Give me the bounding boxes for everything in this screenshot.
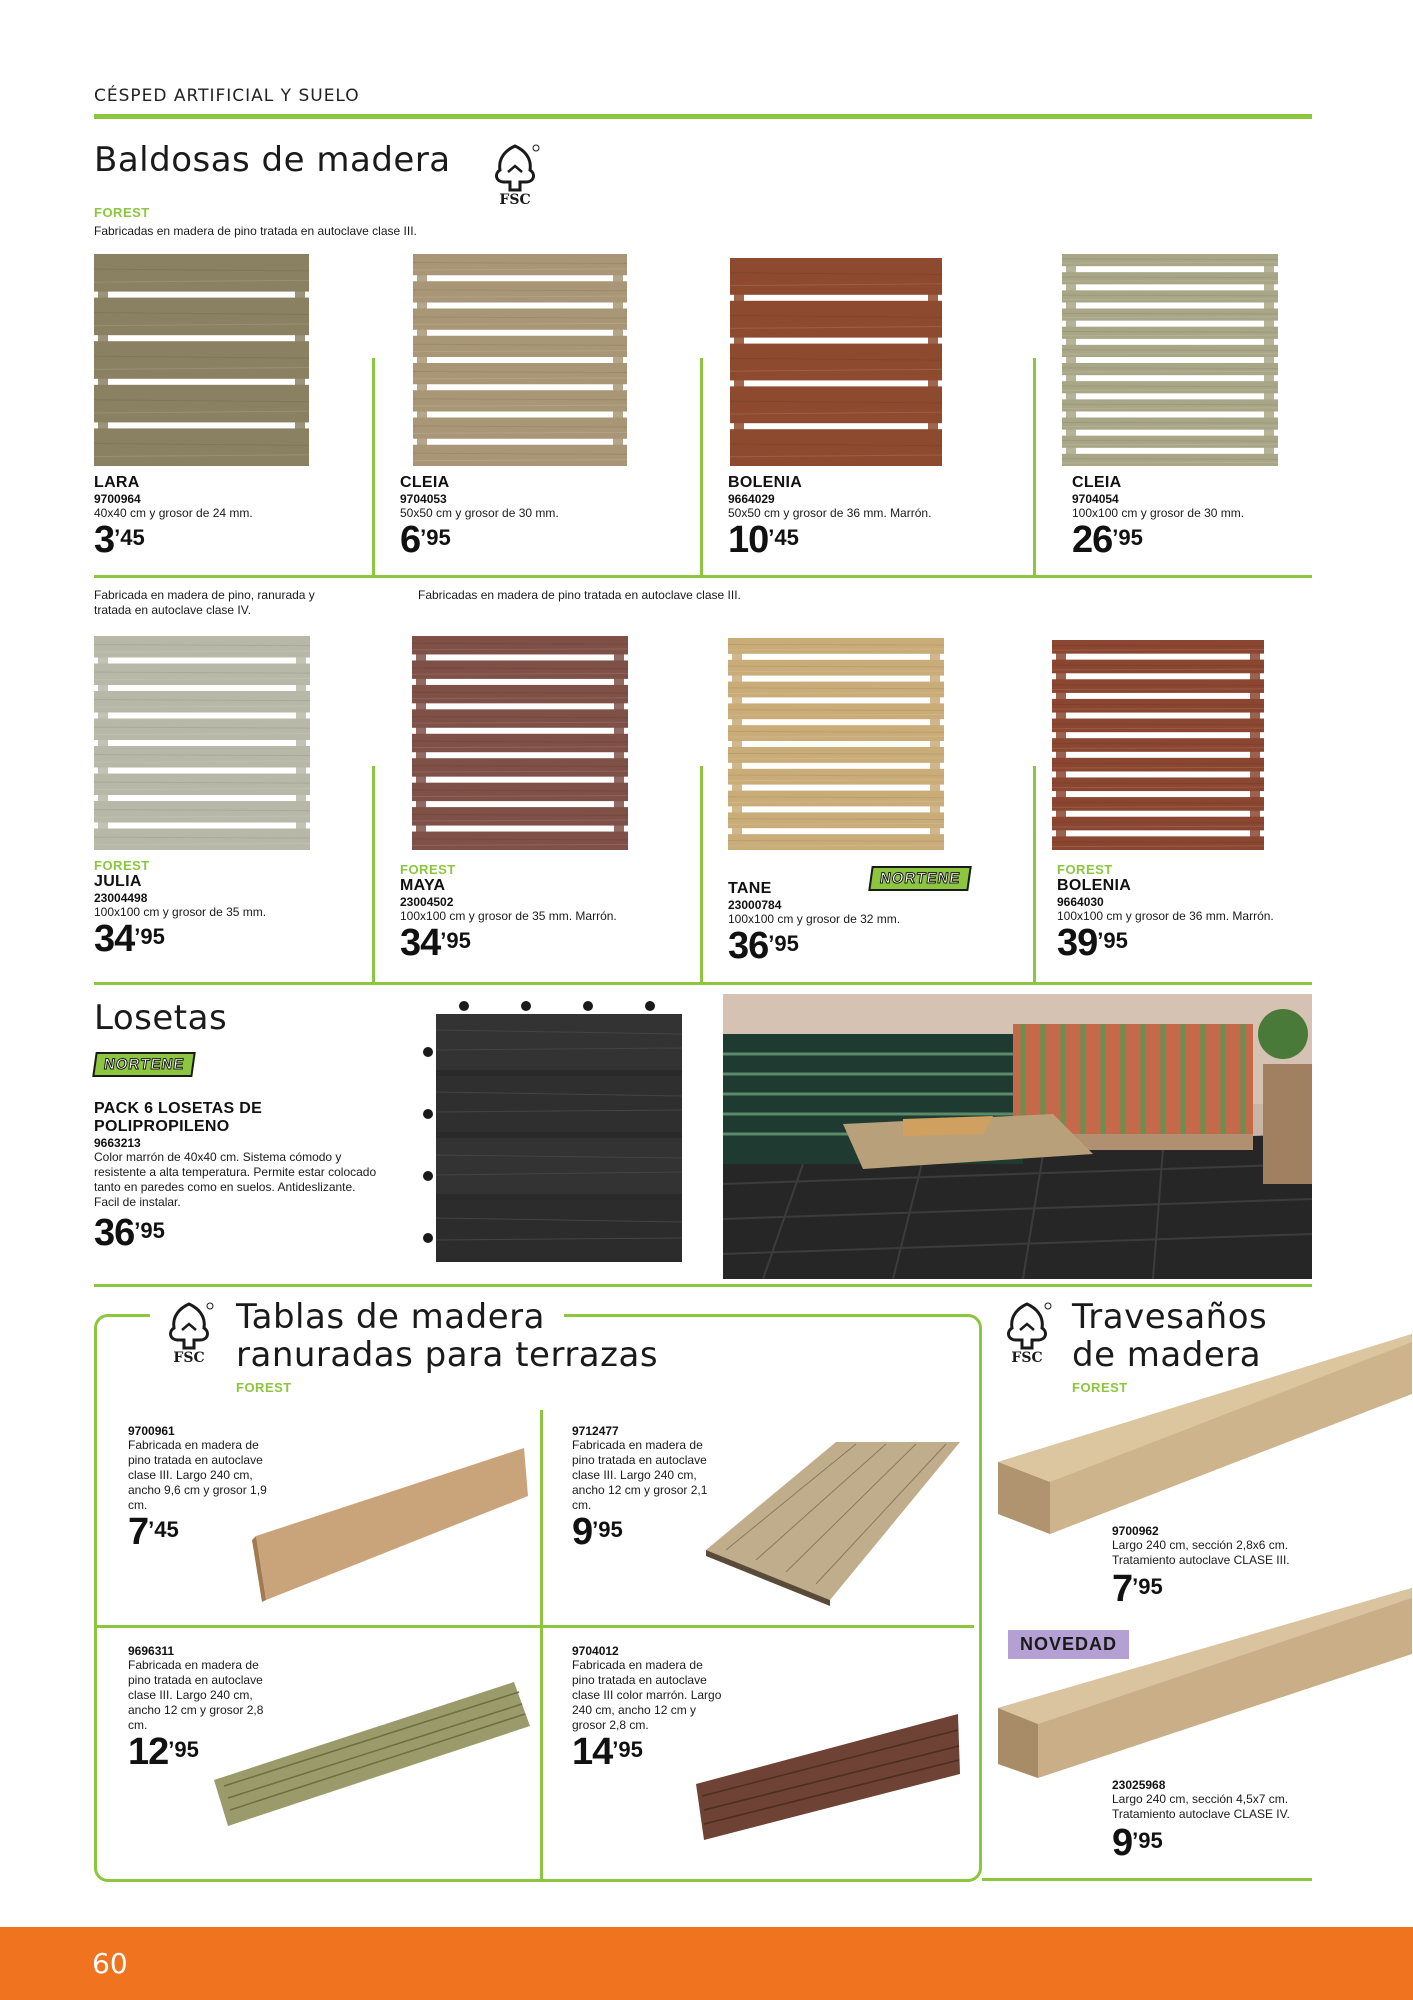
- footer-bar: [0, 1927, 1413, 2000]
- tablas-divider-v: [540, 1410, 543, 1880]
- travesanos-brand: FOREST: [1072, 1380, 1128, 1395]
- product-price: $9^{’95}$: [1112, 1822, 1163, 1864]
- plank-image-2: [706, 1440, 960, 1606]
- terrace-photo: [723, 994, 1312, 1279]
- tablas-brand: FOREST: [236, 1380, 292, 1395]
- plank-image-3: [214, 1680, 530, 1826]
- product-price: $3^{’45}$: [94, 519, 145, 561]
- product-price: $26^{’95}$: [1072, 519, 1143, 561]
- product-cleia-50: [400, 474, 559, 559]
- product-ref: 9700962: [1112, 1524, 1159, 1538]
- product-ref: 23000784: [728, 898, 782, 912]
- product-desc: 40x40 cm y grosor de 24 mm.: [94, 506, 253, 520]
- fsc-label: FSC: [173, 1350, 205, 1364]
- product-name: LARA: [94, 474, 140, 491]
- row1-divider: [94, 575, 1312, 578]
- header-divider: [94, 114, 1312, 119]
- page-number: 60: [92, 1947, 128, 1980]
- product-ref: 9704012: [572, 1644, 619, 1658]
- travesanos-title-line2: de madera: [1072, 1335, 1262, 1375]
- tile-image-lara: [94, 254, 309, 466]
- row1-divider-1: [372, 358, 375, 576]
- product-desc: 100x100 cm y grosor de 35 mm. Marrón.: [400, 909, 617, 923]
- product-desc: Fabricada en madera de pino tratada en autoclave clase III. Largo 240 cm, ancho 9,6 cm y grosor 1,9 cm.: [128, 1438, 267, 1512]
- tablas-title-line1: Tablas de madera: [236, 1297, 545, 1337]
- beam-image-2: [998, 1588, 1412, 1778]
- product-ref: 23025968: [1112, 1778, 1166, 1792]
- product-travesano-2: [1112, 1778, 1290, 1862]
- product-name: PACK 6 LOSETAS DE POLIPROPILENO: [94, 1100, 263, 1135]
- row2-divider-2: [700, 766, 703, 984]
- travesanos-title-line1: Travesaños: [1072, 1297, 1268, 1337]
- product-ref: 9704054: [1072, 492, 1119, 506]
- product-price: $14^{’95}$: [572, 1731, 643, 1773]
- product-price: $10^{’45}$: [728, 519, 799, 561]
- baldosas-title: Baldosas de madera: [94, 140, 451, 180]
- product-ref: 9664029: [728, 492, 775, 506]
- product-desc: 100x100 cm y grosor de 35 mm.: [94, 905, 267, 919]
- tablas-divider-h: [94, 1625, 974, 1628]
- tile-image-julia: [94, 636, 310, 850]
- product-name: MAYA: [400, 877, 446, 894]
- plank-image-1: [252, 1444, 528, 1604]
- tablas-title: [236, 1298, 658, 1374]
- product-ref: 9696311: [128, 1644, 175, 1658]
- losetas-title: Losetas: [94, 998, 228, 1038]
- product-desc: Color marrón de 40x40 cm. Sistema cómodo y resistente a alta temperatura. Permite estar colocado tanto en paredes como en suelos. Antideslizante. Facil de instalar.: [94, 1150, 377, 1209]
- product-desc-line1: Largo 240 cm, sección 2,8x6 cm.: [1112, 1538, 1289, 1552]
- tile-image-maya: [412, 636, 628, 850]
- baldosas-brand: FOREST: [94, 205, 150, 220]
- fsc-label: FSC: [1011, 1350, 1043, 1364]
- product-brand: FOREST: [1057, 862, 1113, 877]
- product-desc: 100x100 cm y grosor de 36 mm. Marrón.: [1057, 909, 1274, 923]
- product-name: JULIA: [94, 873, 142, 890]
- nortene-logo: NORTENE: [868, 866, 972, 891]
- product-cleia-100: [1072, 474, 1244, 559]
- product-tane: [728, 880, 900, 965]
- product-desc: 50x50 cm y grosor de 30 mm.: [400, 506, 559, 520]
- row2-left-note: Fabricada en madera de pino, ranurada y tratada en autoclave clase IV.: [94, 588, 315, 617]
- product-brand: FOREST: [400, 862, 456, 877]
- tile-image-bolenia-100: [1052, 640, 1264, 850]
- product-name: CLEIA: [1072, 474, 1122, 491]
- baldosas-intro: Fabricadas en madera de pino tratada en autoclave clase III.: [94, 224, 417, 238]
- novedad-badge: NOVEDAD: [1008, 1630, 1129, 1659]
- travesanos-bottom-line: [982, 1878, 1312, 1881]
- row2-divider-1: [372, 766, 375, 984]
- product-ref: 9712477: [572, 1424, 619, 1438]
- product-julia: [94, 858, 266, 958]
- product-maya: [400, 862, 617, 962]
- product-tabla-2: [572, 1424, 722, 1551]
- product-ref: 23004498: [94, 891, 148, 905]
- product-ref: 9700961: [128, 1424, 175, 1438]
- product-price: $36^{’95}$: [728, 925, 799, 967]
- tablas-title-line2: ranuradas para terrazas: [236, 1335, 659, 1375]
- product-losetas: [94, 1100, 384, 1252]
- product-bolenia-100: [1057, 862, 1274, 962]
- tile-image-tane: [728, 638, 944, 850]
- product-name: BOLENIA: [728, 474, 803, 491]
- product-ref: 9700964: [94, 492, 141, 506]
- row2-mid-note: Fabricadas en madera de pino tratada en autoclave clase III.: [418, 588, 741, 602]
- product-price: $7^{’45}$: [128, 1511, 179, 1553]
- product-price: $39^{’95}$: [1057, 922, 1128, 964]
- product-desc: 100x100 cm y grosor de 32 mm.: [728, 912, 901, 926]
- product-name: BOLENIA: [1057, 877, 1132, 894]
- loseta-image: [422, 1000, 684, 1264]
- fsc-tree-icon: [488, 142, 542, 204]
- product-ref: 23004502: [400, 895, 454, 909]
- product-price: $34^{’95}$: [400, 922, 471, 964]
- product-price: $12^{’95}$: [128, 1731, 199, 1773]
- nortene-logo: NORTENE: [92, 1052, 196, 1077]
- product-ref: 9663213: [94, 1136, 141, 1150]
- product-desc: 50x50 cm y grosor de 36 mm. Marrón.: [728, 506, 932, 520]
- product-desc-line1: Largo 240 cm, sección 4,5x7 cm.: [1112, 1792, 1289, 1806]
- product-price: $9^{’95}$: [572, 1511, 623, 1553]
- row2-divider: [94, 982, 1312, 985]
- row1-divider-3: [1033, 358, 1036, 576]
- product-ref: 9704053: [400, 492, 447, 506]
- fsc-tree-icon: [162, 1300, 216, 1362]
- product-bolenia-50: [728, 474, 931, 559]
- section-category: CÉSPED ARTIFICIAL Y SUELO: [94, 86, 360, 106]
- row2-divider-3: [1033, 766, 1036, 984]
- losetas-divider: [94, 1284, 1312, 1287]
- product-desc: 100x100 cm y grosor de 30 mm.: [1072, 506, 1245, 520]
- product-desc: Fabricada en madera de pino tratada en autoclave clase III. Largo 240 cm, ancho 12 cm y grosor 2,8 cm.: [128, 1658, 264, 1732]
- tile-image-cleia-50: [413, 254, 627, 466]
- product-desc-line2: Tratamiento autoclave CLASE III.: [1112, 1553, 1290, 1567]
- product-desc: Fabricada en madera de pino tratada en autoclave clase III. Largo 240 cm, ancho 12 cm y grosor 2,1 cm.: [572, 1438, 708, 1512]
- product-price: $6^{’95}$: [400, 519, 451, 561]
- product-price: $7^{’95}$: [1112, 1568, 1163, 1610]
- product-name: TANE: [728, 880, 772, 897]
- row1-divider-2: [700, 358, 703, 576]
- product-price: $34^{’95}$: [94, 918, 165, 960]
- product-name: CLEIA: [400, 474, 450, 491]
- tile-image-cleia-100: [1062, 254, 1278, 466]
- product-brand: FOREST: [94, 858, 150, 873]
- tile-image-bolenia-50: [730, 258, 942, 466]
- fsc-label: FSC: [499, 192, 531, 206]
- product-price: $36^{’95}$: [94, 1212, 165, 1254]
- product-lara: [94, 474, 253, 559]
- product-tabla-1: [128, 1424, 268, 1551]
- beam-image-1: [998, 1334, 1412, 1534]
- product-desc: Fabricada en madera de pino tratada en autoclave clase III color marrón. Largo 240 cm, ancho 12 cm y grosor 2,8 cm.: [572, 1658, 722, 1732]
- product-ref: 9664030: [1057, 895, 1104, 909]
- plank-image-4: [696, 1712, 960, 1840]
- product-desc-line2: Tratamiento autoclave CLASE IV.: [1112, 1807, 1290, 1821]
